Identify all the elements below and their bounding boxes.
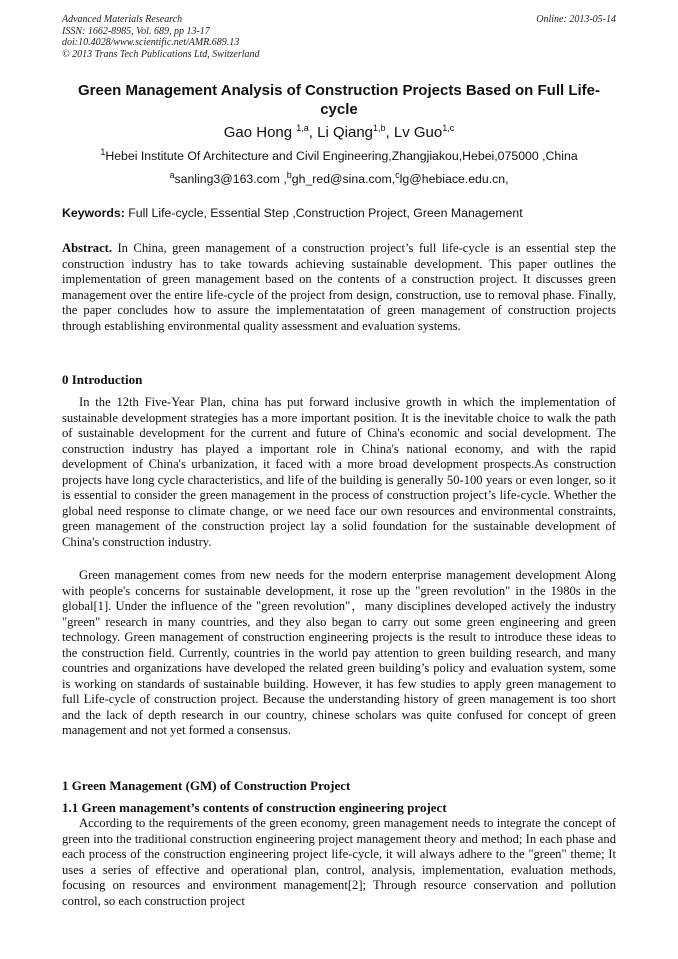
abstract-text: In China, green management of a construction project’s full life-cycle is an essential step the construction industry has to take towards achieving sustainable development. This paper outlines the implementation of green management based on the contents of a construction project. It discusses green management over the entire life-cycle of the project from design, construction, use to removal phase. Finally, the paper concludes how to assure the implementatation of green management of construction projects through establishing environmental quality assessment and evaluation systems. — [62, 241, 616, 333]
author-affiliation-mark: 1,a — [296, 123, 309, 133]
section-heading-introduction: 0 Introduction — [62, 372, 143, 387]
author-name: Li Qiang — [317, 124, 374, 141]
author-separator: , — [308, 124, 318, 141]
author-affiliation-mark: 1,c — [442, 123, 455, 133]
email-mark: c — [395, 169, 400, 180]
author-list — [62, 123, 616, 143]
journal-header — [62, 14, 616, 60]
affiliation-mark: 1 — [100, 146, 106, 157]
paragraph: According to the requirements of the green economy, green management needs to integrate the concept of green into the traditional construction engineering project management theory and method; In each phase and each process of the construction engineering project life-cycle, it will always adhere to the "green" theme; It uses a series of effective and operational plan, control, analysis, implementation, evaluation methods, focusing on resources and environment management[2]; Through resource conservation and pollution control, so each construction project — [62, 816, 616, 908]
keywords-label: Keywords: — [62, 206, 125, 220]
affiliation — [62, 148, 616, 164]
abstract-label: Abstract. — [62, 241, 113, 255]
keywords — [62, 205, 616, 221]
email-mark: b — [286, 169, 292, 180]
author-emails — [62, 171, 616, 187]
subsection-heading-contents: 1.1 Green management’s contents of construction engineering project — [62, 800, 447, 815]
section-heading-green-management: 1 Green Management (GM) of Construction Project — [62, 778, 351, 793]
author-separator: , — [385, 124, 394, 141]
doi-line: doi:10.4028/www.scientific.net/AMR.689.13 — [62, 37, 240, 48]
author-name: Lv Guo — [393, 124, 443, 141]
email-link[interactable]: gh_red@sina.com, — [291, 172, 396, 186]
keywords-text: Full Life-cycle, Essential Step ,Construction Project, Green Management — [124, 206, 523, 220]
author-affiliation-mark: 1,b — [373, 123, 386, 133]
online-date: Online: 2013-05-14 — [536, 14, 616, 25]
email-link[interactable]: sanling3@163.com , — [174, 172, 287, 186]
paragraph: Green management comes from new needs for the modern enterprise management development Along with people's concerns for sustainable development, it rose up the "green revolution" in the 1980s in the global[1]. Under the influence of the "green revolution"，many disciplines developed actively the industry "green" research in many countries, and they also began to carry out some green engineering and green technology. Green management of construction engineering projects is the result to introduce these ideas to the construction field. Currently, countries in the world pay attention to green building research, and many countries and organizations have developed the related green building’s policy and evaluation system, some is working on standards of sustainable building. However, it has few studies to apply green management to full Life-cycle of construction project. Because the understanding history of green management is too short and the lack of depth research in our country, chinese scholars was quite confused for concept of green management and not yet formed a consensus. — [62, 568, 616, 737]
author-name: Gao Hong — [223, 124, 297, 141]
email-link[interactable]: lg@hebiace.edu.cn, — [399, 172, 509, 186]
paper-title: Green Management Analysis of Construction Projects Based on Full Life-cycle — [77, 82, 601, 118]
paragraph: In the 12th Five-Year Plan, china has put forward inclusive growth in which the implementation of sustainable development strategies has a more important position. It is the inevitable choice to walk the path of sustainable development for the current and future of China's economic and social development. The construction industry has played a important role in China's national economy, and with the rapid development of China's urbanization, it faced with a more broad development prospects.As construction projects have long cycle characteristics, and life of the building is generally 50-100 years or even longer, so it is essential to consider the green management in the process of construction project’s life-cycle. Whether the global need response to climate change, or we need face our own resources and environmental constraints, green management of the construction project lay a solid foundation for the sustainable development of China's construction industry. — [62, 395, 616, 549]
email-mark: a — [169, 169, 175, 180]
issn-line: ISSN: 1662-8985, Vol. 689, pp 13-17 — [62, 25, 210, 37]
affiliation-text: Hebei Institute Of Architecture and Civil Engineering,Zhangjiakou,Hebei,075000 ,China — [105, 149, 578, 163]
copyright-line: © 2013 Trans Tech Publications Ltd, Switzerland — [62, 48, 260, 60]
abstract — [62, 241, 616, 334]
journal-name: Advanced Materials Research — [62, 14, 183, 25]
